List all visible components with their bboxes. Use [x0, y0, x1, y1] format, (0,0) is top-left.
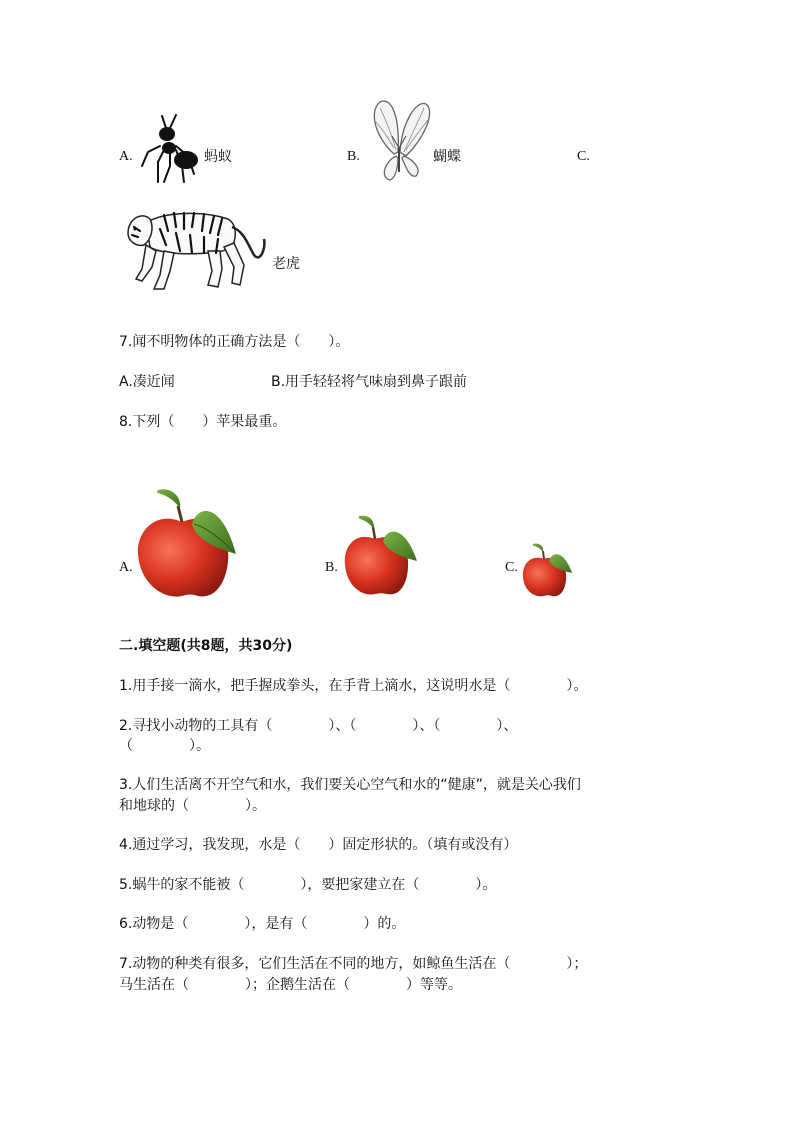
q6-option-b-letter: B. — [347, 149, 360, 164]
q7-stem: 7.闻不明物体的正确方法是（ ）。 — [119, 334, 350, 350]
fill-question-5: 5.蜗牛的家不能被（ ），要把家建立在（ ）。 — [119, 877, 497, 893]
q8-stem: 8.下列（ ）苹果最重。 — [119, 414, 287, 430]
fill-question-3-line-2: 和地球的（ ）。 — [119, 798, 266, 814]
large-apple-image — [136, 488, 240, 600]
butterfly-image — [366, 98, 434, 184]
fill-question-6: 6.动物是（ ），是有（ ）的。 — [119, 916, 406, 932]
q8-option-b-letter: B. — [325, 560, 338, 575]
q8-option-a-letter: A. — [119, 560, 133, 575]
fill-question-1: 1.用手接一滴水，把手握成拳头，在手背上滴水，这说明水是（ ）。 — [119, 678, 588, 694]
fill-question-2-line-1: 2.寻找小动物的工具有（ ）、（ ）、（ ）、 — [119, 718, 518, 734]
fill-question-4: 4.通过学习，我发现，水是（ ）固定形状的。（填有或没有） — [119, 837, 518, 853]
tiger-image — [124, 205, 272, 293]
fill-question-2-line-2: （ ）。 — [119, 738, 210, 754]
section-title: 二.填空题(共8题，共30分) — [119, 638, 293, 654]
q7-option-a: A.凑近闻 — [119, 374, 175, 390]
fill-question-3-line-1: 3.人们生活离不开空气和水，我们要关心空气和水的“健康”，就是关心我们 — [119, 777, 581, 793]
q7-option-b: B.用手轻轻将气味扇到鼻子跟前 — [271, 374, 468, 390]
medium-apple-image — [343, 515, 419, 597]
fill-question-7-line-1: 7.动物的种类有很多，它们生活在不同的地方，如鲸鱼生活在（ ）； — [119, 956, 588, 972]
q6-option-c-label: 老虎 — [272, 256, 300, 272]
q8-option-c-letter: C. — [505, 560, 518, 575]
q6-option-c-letter: C. — [577, 149, 590, 164]
fill-question-7-line-2: 马生活在（ ）；企鹅生活在（ ）等等。 — [119, 977, 462, 993]
ant-image — [136, 112, 202, 186]
small-apple-image — [522, 543, 574, 599]
q6-option-a-letter: A. — [119, 149, 133, 164]
q6-option-a-label: 蚂蚁 — [204, 149, 232, 165]
q6-option-b-label: 蝴蝶 — [433, 149, 461, 165]
